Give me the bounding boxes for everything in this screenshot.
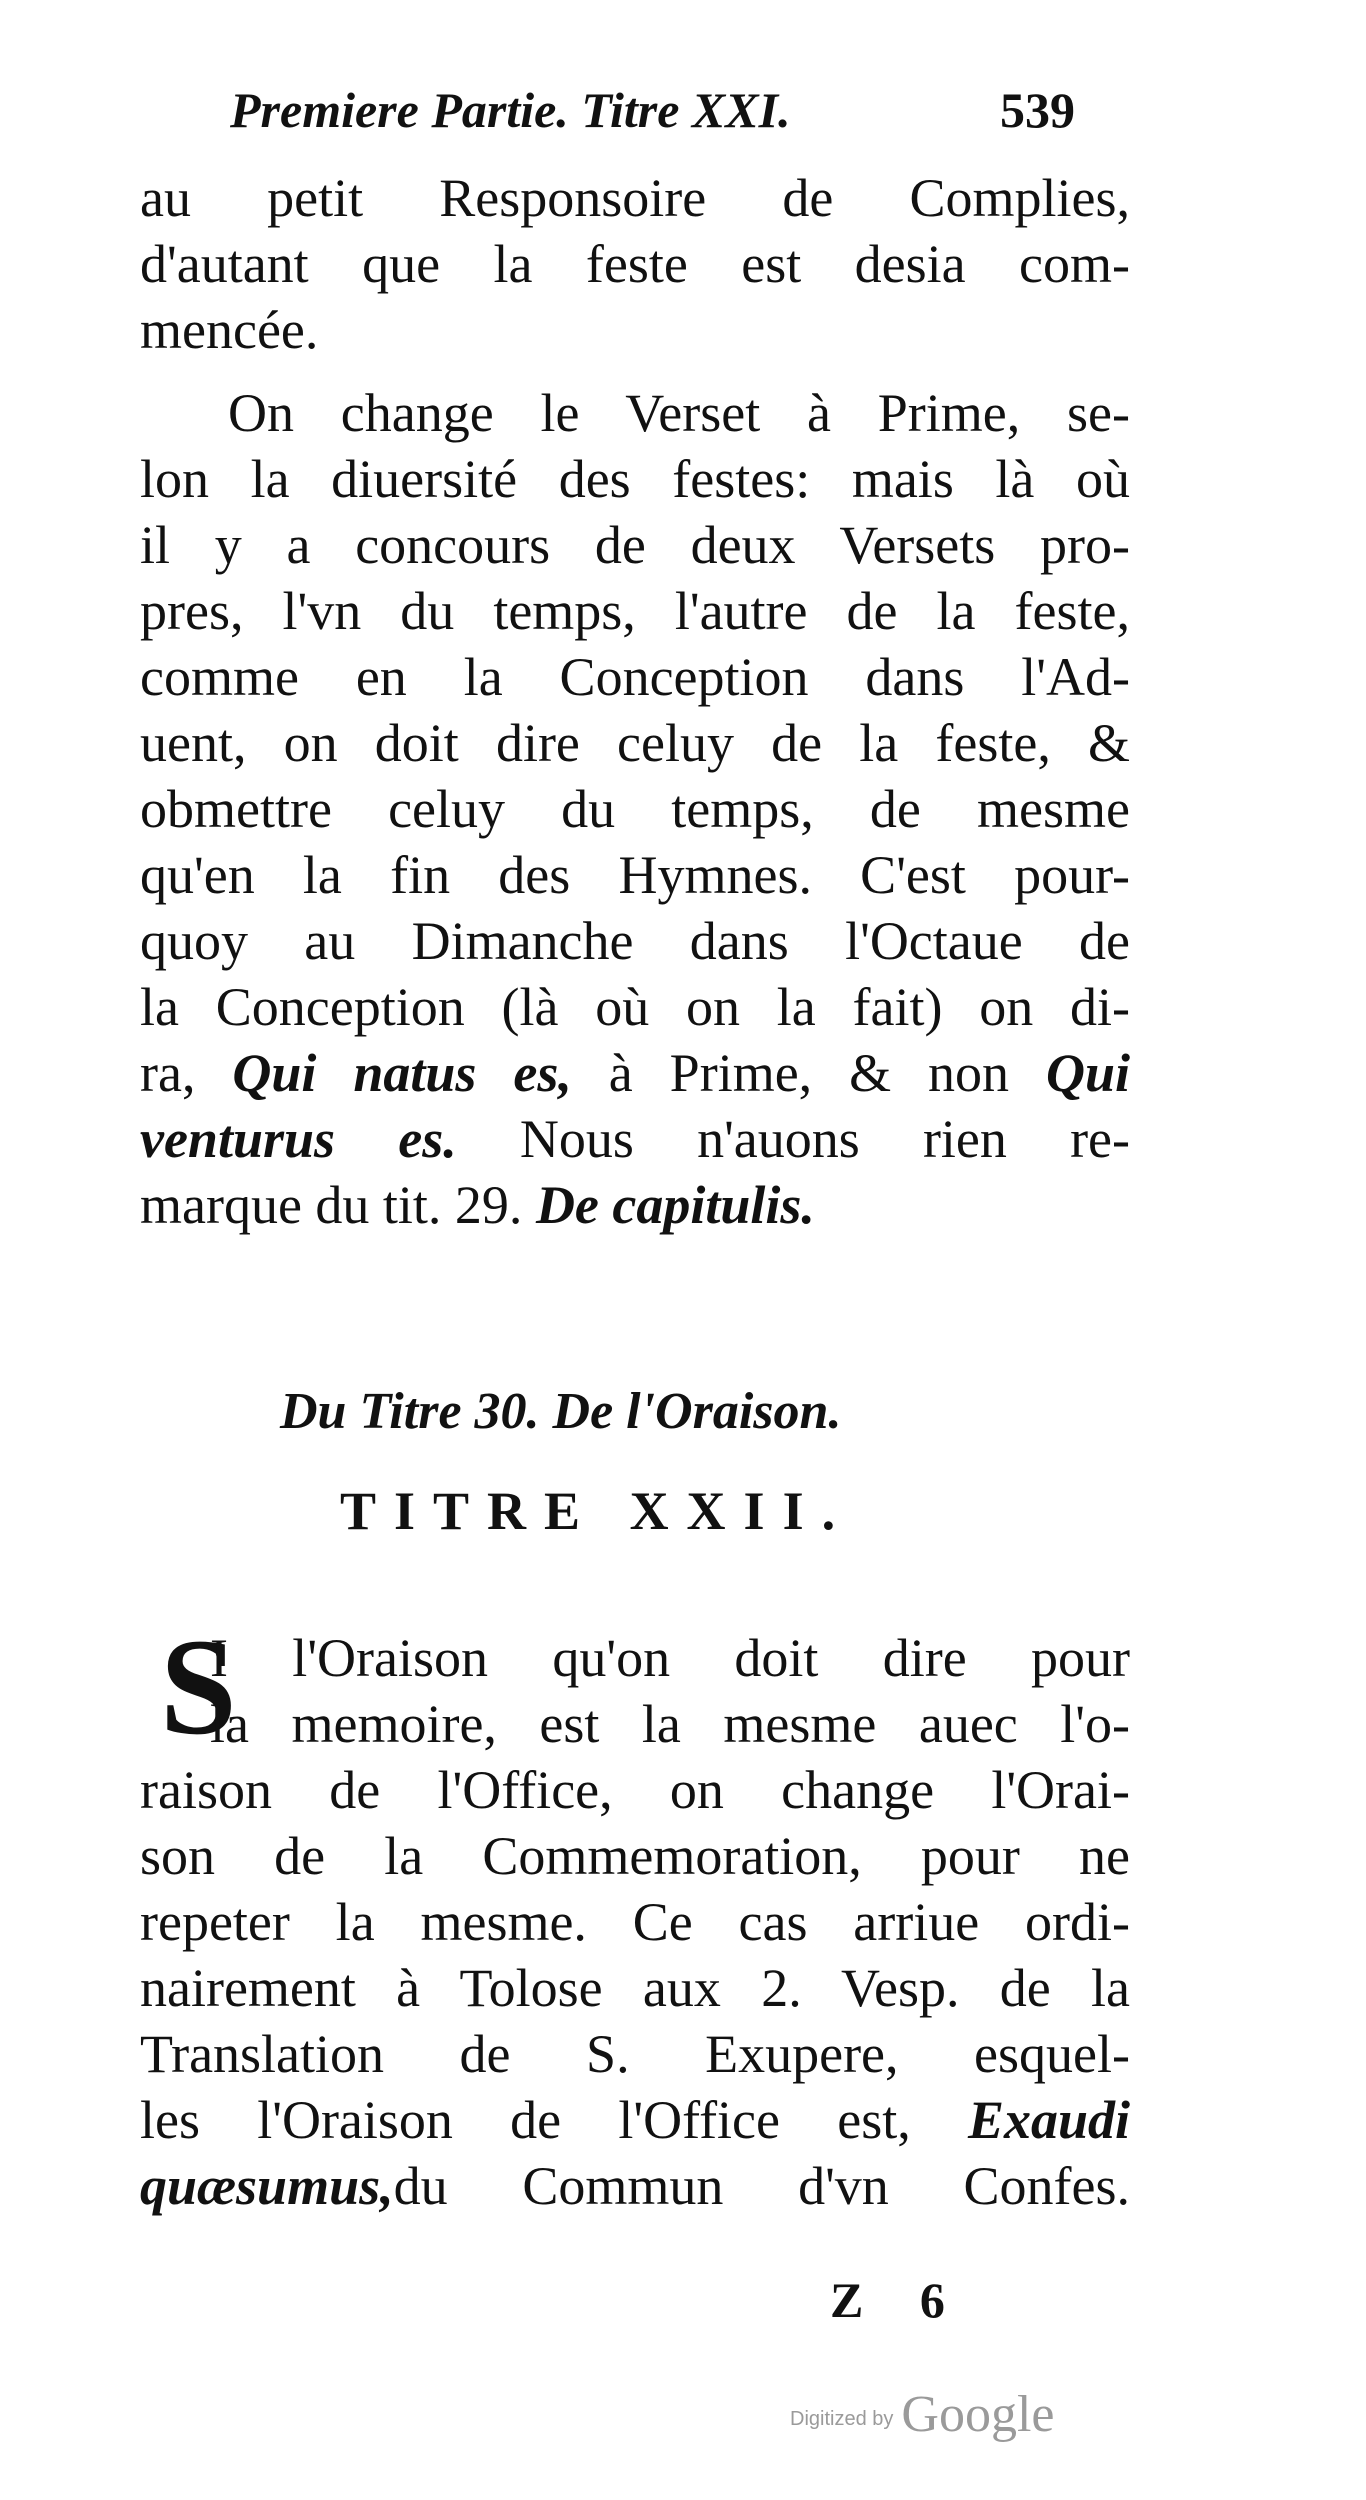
running-head-title: Premiere Partie. Titre XXI. <box>230 82 791 138</box>
text-line: raison de l'Office, on change l'Orai- <box>140 1760 1130 1820</box>
text-line <box>140 1040 1130 1106</box>
text-line: obmettre celuy du temps, de mesme <box>140 779 1130 839</box>
text-line: repeter la mesme. Ce cas arriue ordi- <box>140 1892 1130 1952</box>
text-line: quoy au Dimanche dans l'Octaue de <box>140 911 1130 971</box>
text-line <box>140 1106 1130 1172</box>
text-line: au petit Responsoire de Complies, <box>140 168 1130 228</box>
italic-quote: Exaudi <box>967 2090 1131 2150</box>
italic-quote: venturus es. <box>140 1109 457 1169</box>
text-fragment: à Prime, & non <box>608 1043 1010 1103</box>
text-line: il y a concours de deux Versets pro- <box>140 515 1130 575</box>
paragraph-oraison <box>140 1625 1130 2219</box>
text-fragment: ra, <box>140 1043 196 1103</box>
text-fragment: du Commun d'vn Confes. <box>393 2156 1130 2216</box>
watermark-prefix: Digitized by <box>790 2408 894 2430</box>
text-line: la memoire, est la mesme auec l'o- <box>210 1694 1130 1754</box>
section-ref-title: De l'Oraison. <box>552 1383 842 1440</box>
text-line: uent, on doit dire celuy de la feste, & <box>140 713 1130 773</box>
paragraph-complies <box>140 165 1130 363</box>
section-reference <box>280 1380 841 1444</box>
text-line: mencée. <box>140 300 319 360</box>
section-ref-prefix: Du Titre 30. <box>280 1383 540 1440</box>
signature-mark: Z 6 <box>830 2272 967 2328</box>
text-fragment: les l'Oraison de l'Office est, <box>140 2090 911 2150</box>
text-fragment: Nous n'auons rien re- <box>519 1109 1131 1169</box>
text-line: nairement à Tolose aux 2. Vesp. de la <box>140 1958 1130 2018</box>
text-line: pres, l'vn du temps, l'autre de la feste, <box>140 581 1130 641</box>
text-line <box>140 2087 1130 2153</box>
page-number: 539 <box>1000 82 1075 138</box>
text-line: On change le Verset à Prime, se- <box>228 383 1130 443</box>
text-line: Translation de S. Exupere, esquel- <box>140 2024 1130 2084</box>
text-line: qu'en la fin des Hymnes. C'est pour- <box>140 845 1130 905</box>
google-logo: Google <box>901 2386 1055 2443</box>
text-line <box>140 2153 1130 2219</box>
running-head <box>230 80 1110 140</box>
italic-quote: Qui <box>1045 1043 1131 1103</box>
text-line: son de la Commemoration, pour ne <box>140 1826 1130 1886</box>
drop-cap: S <box>160 1610 237 1763</box>
section-title: TITRE XXII. <box>340 1481 854 1541</box>
google-watermark <box>790 2385 1054 2444</box>
text-line: lon la diuersité des festes: mais là où <box>140 449 1130 509</box>
text-line <box>140 1172 1130 1238</box>
text-line: comme en la Conception dans l'Ad- <box>140 647 1130 707</box>
text-line: la Conception (là où on la fait) on di- <box>140 977 1130 1037</box>
text-fragment: marque du tit. 29. <box>140 1175 523 1235</box>
text-line: d'autant que la feste est desia com- <box>140 234 1130 294</box>
italic-quote: Qui natus es, <box>232 1043 572 1103</box>
text-line: I l'Oraison qu'on doit dire pour <box>210 1628 1130 1688</box>
paragraph-verset <box>140 380 1130 1238</box>
italic-quote: quæsumus, <box>140 2156 394 2216</box>
italic-reference: De capitulis. <box>535 1175 815 1235</box>
